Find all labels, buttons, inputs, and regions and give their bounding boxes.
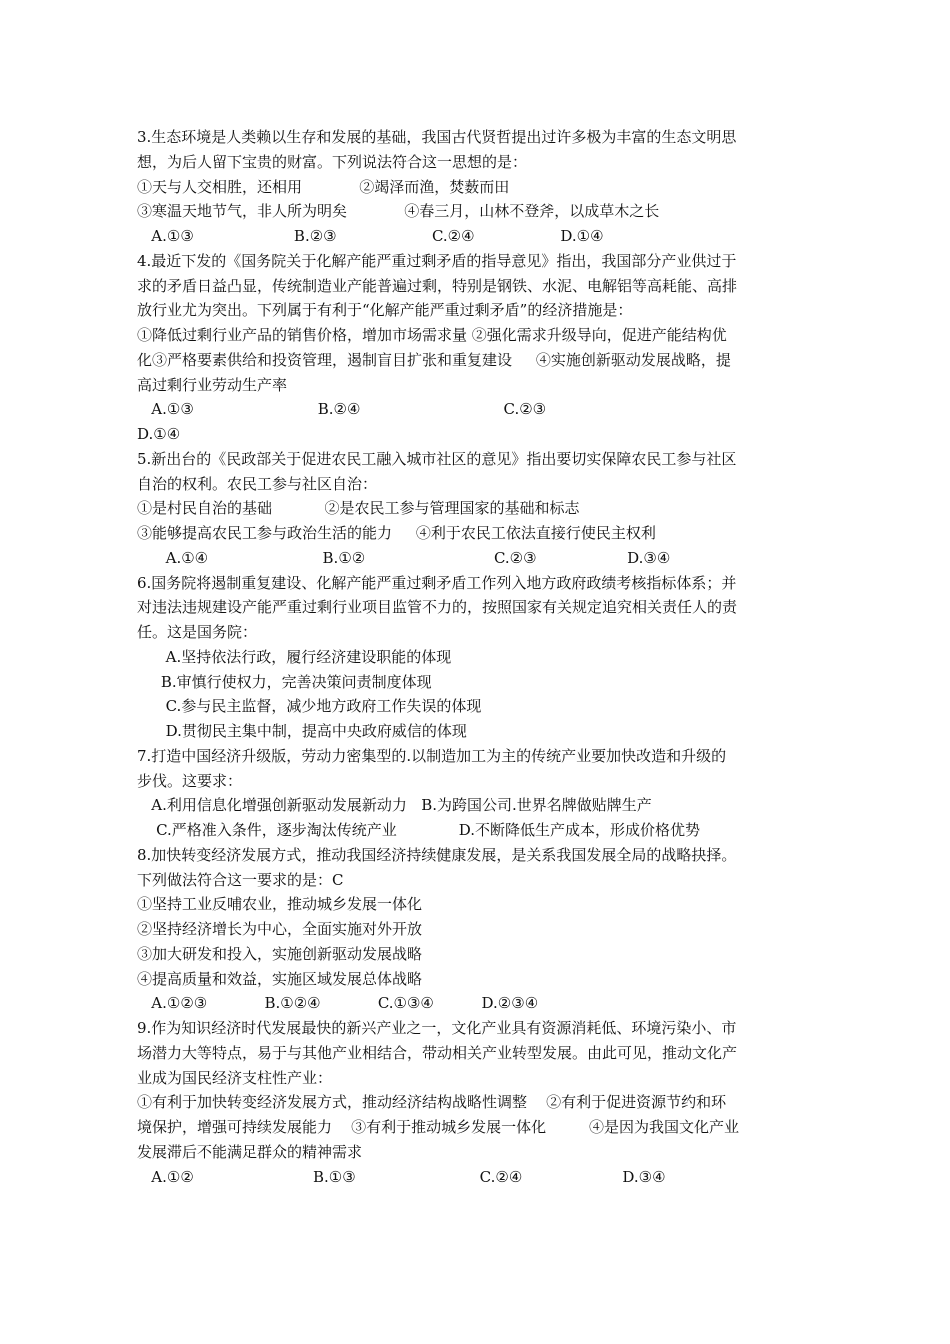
text-line: D.①④ <box>137 425 181 443</box>
text-line: ④提高质量和效益，实施区域发展总体战略 <box>137 969 423 988</box>
text-line: 5.新出台的《民政部关于促进农民工融入城市社区的意见》指出要切实保障农民工参与社区 <box>137 449 737 468</box>
text-line: 9.作为知识经济时代发展最快的新兴产业之一，文化产业具有资源消耗低、环境污染小、市 <box>137 1019 737 1037</box>
text-line: ①坚持工业反哺农业，推动城乡发展一体化 <box>137 895 423 914</box>
text-line: A.①②③ B.①②④ C.①③④ D.②③④ <box>137 994 539 1013</box>
text-line: 对违法违规建设产能严重过剩行业项目监管不力的，按照国家有关规定追究相关责任人的责 <box>137 598 738 617</box>
text-line: 4.最近下发的《国务院关于化解产能严重过剩矛盾的指导意见》指出，我国部分产业供过于 <box>137 251 737 270</box>
text-line: A.①② B.①③ C.②④ D.③④ <box>137 1167 666 1186</box>
text-line: ①是村民自治的基础 ②是农民工参与管理国家的基础和标志 <box>137 499 580 518</box>
text-line: ②坚持经济增长为中心，全面实施对外开放 <box>137 920 423 938</box>
text-line: ③寒温天地节气，非人所为明矣 ④春三月，山林不登斧，以成草木之长 <box>137 202 660 221</box>
text-line: 8.加快转变经济发展方式，推动我国经济持续健康发展，是关系我国发展全局的战略抉择。 <box>137 845 737 864</box>
text-line: 6.国务院将遏制重复建设、化解产能严重过剩矛盾工作列入地方政府政绩考核指标体系；并 <box>137 573 737 592</box>
text-line: D.贯彻民主集中制，提高中央政府威信的体现 <box>137 722 467 740</box>
text-line: 想，为后人留下宝贵的财富。下列说法符合这一思想的是： <box>137 152 528 171</box>
text-line: ③加大研发和投入，实施创新驱动发展战略 <box>137 944 423 963</box>
text-line: 下列做法符合这一要求的是：C <box>137 870 344 889</box>
text-line: 放行业尤为突出。下列属于有利于“化解产能严重过剩矛盾”的经济措施是： <box>137 301 633 320</box>
text-line: A.坚持依法行政，履行经济建设职能的体现 <box>137 647 452 666</box>
text-line: A.利用信息化增强创新驱动发展新动力 B.为跨国公司.世界名牌做贴牌生产 <box>137 796 652 815</box>
text-line: 任。这是国务院： <box>137 623 258 641</box>
text-line: 3.生态环境是人类赖以生存和发展的基础，我国古代贤哲提出过许多极为丰富的生态文明思 <box>137 128 737 146</box>
text-line: 化③严格要素供给和投资管理，遏制盲目扩张和重复建设 ④实施创新驱动发展战略，提 <box>137 350 731 369</box>
text-line: 高过剩行业劳动生产率 <box>137 375 288 394</box>
text-line: C.参与民主监督，减少地方政府工作失误的体现 <box>137 697 482 716</box>
text-line: C.严格准入条件，逐步淘汰传统产业 D.不断降低生产成本，形成价格优势 <box>137 821 701 839</box>
text-line: 步伐。这要求： <box>137 771 243 790</box>
text-line: A.①④ B.①② C.②③ D.③④ <box>137 548 671 567</box>
text-line: ①降低过剩行业产品的销售价格，增加市场需求量 ②强化需求升级导向，促进产能结构优 <box>137 326 727 344</box>
text-line: 发展滞后不能满足群众的精神需求 <box>137 1142 363 1161</box>
text-line: B.审慎行使权力，完善决策问责制度体现 <box>137 672 432 691</box>
text-line: 7.打造中国经济升级版，劳动力密集型的.以制造加工为主的传统产业要加快改造和升级的 <box>137 746 727 765</box>
text-line: ①有利于加快转变经济发展方式，推动经济结构战略性调整 ②有利于促进资源节约和环 <box>137 1093 727 1112</box>
text-line: 求的矛盾日益凸显，传统制造业产能普遍过剩，特别是钢铁、水泥、电解铝等高耗能、高排 <box>137 276 738 295</box>
text-line: 场潜力大等特点，易于与其他产业相结合，带动相关产业转型发展。由此可见，推动文化产 <box>137 1043 738 1062</box>
text-line: 自治的权利。农民工参与社区自治： <box>137 474 378 493</box>
text-line: 业成为国民经济支柱性产业： <box>137 1068 333 1087</box>
text-line: A.①③ B.②③ C.②④ D.①④ <box>137 227 604 245</box>
text-line: A.①③ B.②④ C.②③ <box>137 400 547 419</box>
text-line: 境保护，增强可持续发展能力 ③有利于推动城乡发展一体化 ④是因为我国文化产业 <box>137 1118 739 1136</box>
text-line: ③能够提高农民工参与政治生活的能力 ④利于农民工依法直接行使民主权利 <box>137 524 656 542</box>
text-line: ①天与人交相胜，还相用 ②竭泽而渔，焚薮而田 <box>137 177 510 196</box>
